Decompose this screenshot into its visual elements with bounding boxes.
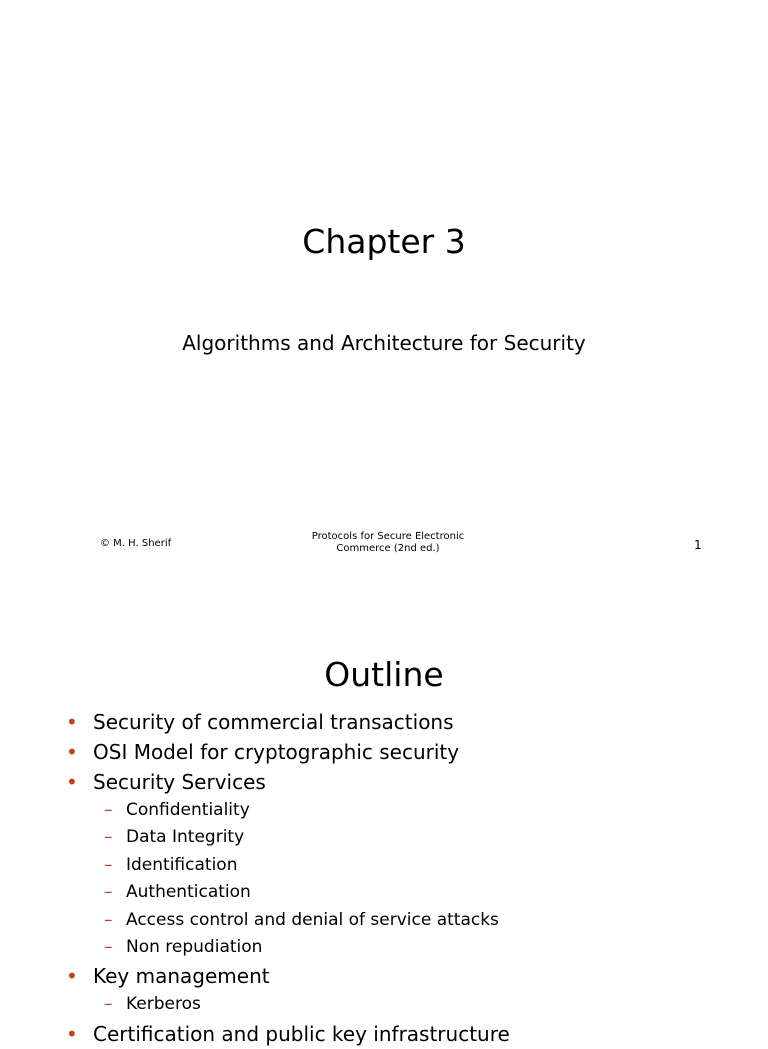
- slide-title: Chapter 3: [302, 222, 466, 261]
- outline-subitem: [0, 797, 768, 824]
- outline-subitem: [0, 824, 768, 851]
- outline-subitem-label: Data Integrity: [126, 827, 245, 848]
- footer-copyright: © M. H. Sherif: [100, 538, 172, 549]
- outline-item-label: OSI Model for cryptographic security: [93, 740, 460, 764]
- outline-list: [0, 707, 768, 1049]
- outline-subitem: [0, 879, 768, 906]
- outline-item-label: Key management: [93, 964, 270, 989]
- outline-item: [0, 707, 768, 737]
- outline-subitem: [0, 991, 768, 1018]
- dash-bullet-icon: –: [104, 854, 113, 875]
- outline-item-label: Security Services: [93, 770, 266, 794]
- dash-bullet-icon: –: [104, 800, 113, 820]
- bullet-dot-icon: •: [66, 710, 78, 734]
- dash-bullet-icon: –: [104, 909, 113, 930]
- outline-slide: [0, 590, 768, 1046]
- outline-item: [0, 767, 768, 797]
- outline-title: Outline: [324, 655, 444, 694]
- outline-subitem: [0, 907, 768, 934]
- dash-bullet-icon: –: [104, 827, 113, 848]
- outline-subitem-label: Kerberos: [126, 994, 201, 1015]
- outline-subitem-label: Non repudiation: [126, 936, 263, 957]
- dash-bullet-icon: –: [104, 994, 113, 1015]
- slide-subtitle: Algorithms and Architecture for Security: [182, 331, 586, 355]
- outline-subitem-label: Confidentiality: [126, 800, 250, 820]
- outline-item-label: Certification and public key infrastructure: [93, 1021, 510, 1046]
- footer-book-title: [284, 531, 492, 555]
- outline-item: [0, 1019, 768, 1049]
- outline-subitem: [0, 934, 768, 961]
- footer-page-number: 1: [694, 538, 702, 552]
- outline-subitem-label: Authentication: [126, 882, 251, 903]
- bullet-dot-icon: •: [66, 740, 78, 764]
- outline-item-label: Security of commercial transactions: [93, 710, 454, 734]
- outline-subitem-label: Identification: [126, 854, 238, 875]
- dash-bullet-icon: –: [104, 882, 113, 903]
- bullet-dot-icon: •: [66, 1021, 78, 1046]
- outline-item: [0, 961, 768, 991]
- footer-book-title-line2: Commerce (2nd ed.): [336, 543, 440, 554]
- footer-book-title-line1: Protocols for Secure Electronic: [311, 531, 465, 542]
- bullet-dot-icon: •: [66, 770, 78, 794]
- outline-subitem: [0, 852, 768, 879]
- outline-item: [0, 737, 768, 767]
- bullet-dot-icon: •: [66, 964, 78, 989]
- outline-subitem-label: Access control and denial of service attacks: [126, 909, 499, 930]
- dash-bullet-icon: –: [104, 936, 113, 957]
